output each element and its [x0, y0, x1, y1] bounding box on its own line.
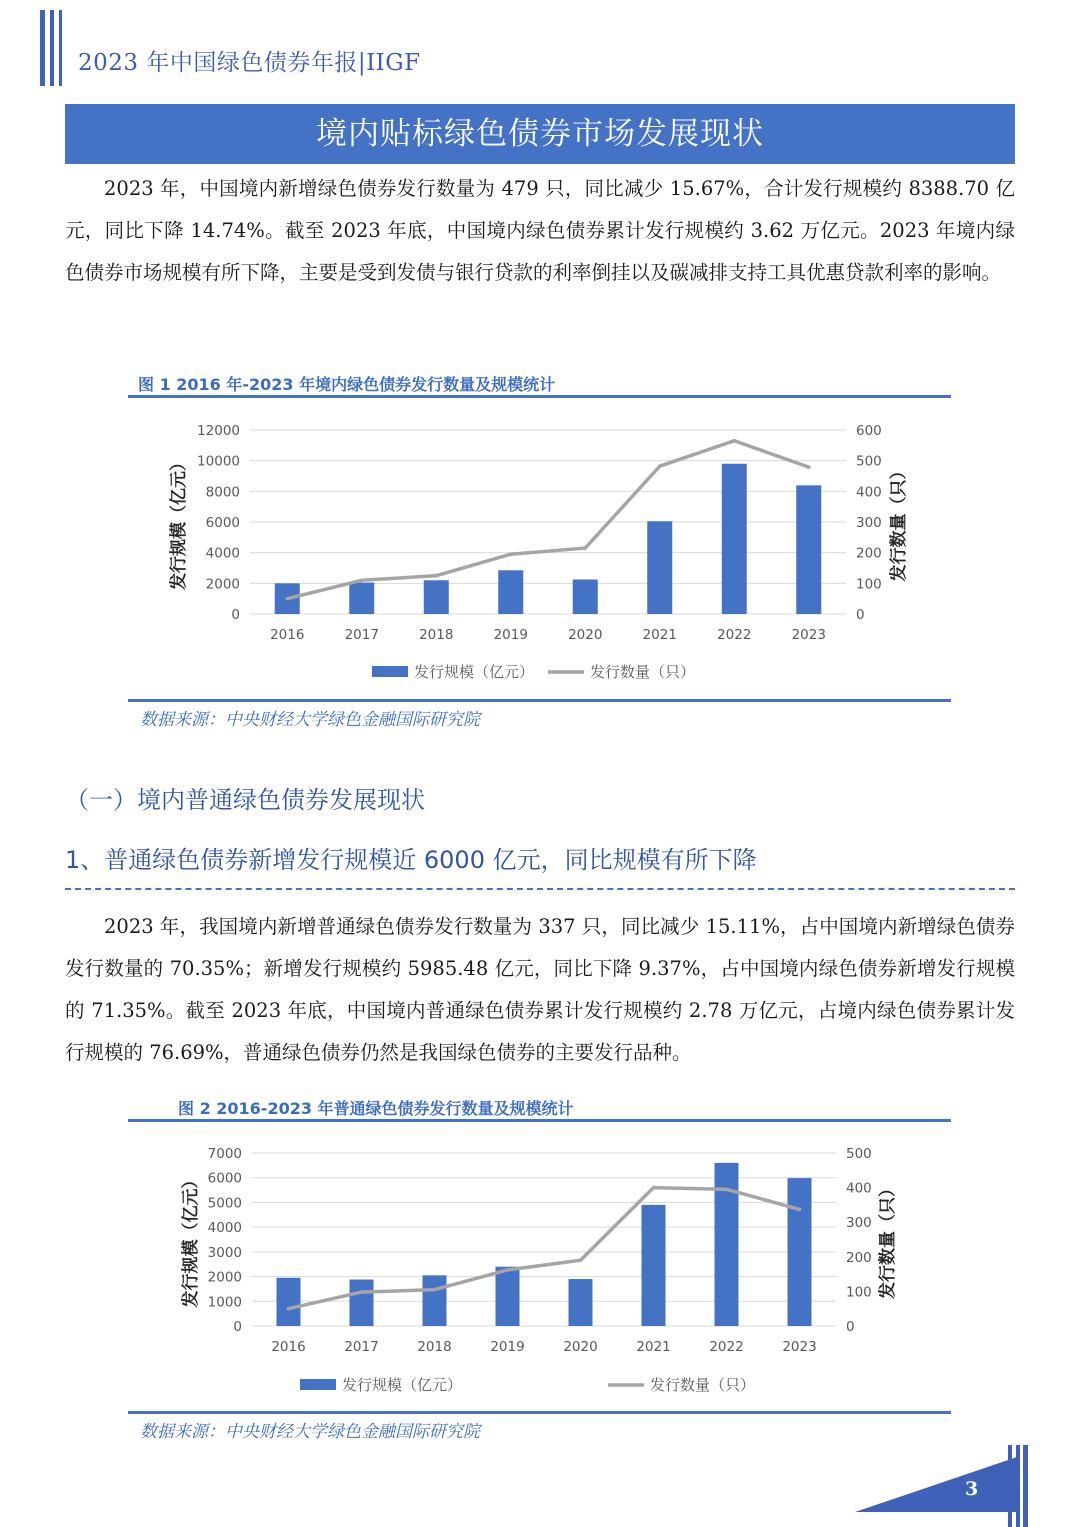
point1-heading: 1、普通绿色债券新增发行规模近 6000 亿元，同比规模有所下降 — [65, 846, 757, 874]
y-tick-label: 4000 — [205, 545, 240, 562]
line-point — [360, 578, 364, 582]
legend-line-label: 发行数量（只） — [590, 663, 696, 681]
section-title: 境内贴标绿色债券市场发展现状 — [65, 104, 1015, 164]
legend-line-label: 发行数量（只） — [650, 1376, 756, 1394]
y2-axis-label: 发行数量（只） — [889, 462, 909, 582]
bar — [788, 1178, 812, 1326]
y2-tick-label: 400 — [846, 1180, 872, 1197]
footer-triangle — [855, 1456, 1020, 1527]
y-tick-label: 0 — [233, 1319, 242, 1335]
heading-divider — [65, 888, 1015, 890]
bar — [715, 1163, 739, 1326]
y-tick-label: 0 — [231, 607, 240, 623]
paragraph-2 — [65, 906, 1015, 1074]
line-point — [725, 1188, 729, 1192]
x-tick-label: 2023 — [782, 1339, 817, 1355]
y2-tick-label: 0 — [856, 607, 865, 623]
line-point — [583, 546, 587, 550]
bar — [573, 580, 598, 615]
bar — [496, 1267, 520, 1326]
line-point — [506, 1268, 510, 1272]
y2-tick-label: 300 — [846, 1215, 872, 1232]
y-axis-label: 发行规模（亿元） — [181, 1171, 201, 1308]
intro-paragraph — [65, 168, 1015, 294]
figure2-top-rule — [128, 1119, 951, 1122]
page-number: 3 — [965, 1478, 979, 1500]
bar — [349, 583, 374, 614]
x-tick-label: 2019 — [490, 1339, 525, 1355]
figure2-source: 数据来源：中央财经大学绿色金融国际研究院 — [140, 1422, 480, 1442]
y-tick-label: 7000 — [207, 1146, 242, 1162]
bar — [277, 1278, 301, 1326]
x-tick-label: 2020 — [568, 627, 603, 643]
figure2-bottom-rule — [128, 1411, 951, 1414]
bar — [424, 580, 449, 614]
y2-tick-label: 600 — [856, 423, 882, 439]
paragraph-2-text: 2023 年，我国境内新增普通绿色债券发行数量为 337 只，同比减少 15.11%，占中国境内新增绿色债券发行数量的 70.35%；新增发行规模约 5985.48 亿元，同比下降 9.37%，占中国境内绿色债券新增发行规模的 71.35%。截至 2023 年底，中国境内普通绿色债券累计发行规模约 2.78 万亿元，占境内绿色债券累计发行规模的 76.69%，普通绿色债券仍然是我国绿色债券的主要发行品种。 — [65, 915, 1015, 1064]
x-tick-label: 2021 — [642, 627, 677, 643]
bar — [423, 1275, 447, 1326]
line-point — [285, 597, 289, 601]
line-point — [360, 1290, 364, 1294]
legend-bar-swatch — [372, 666, 408, 677]
x-tick-label: 2018 — [417, 1339, 452, 1355]
figure2-chart — [128, 1124, 951, 1410]
legend-bar-label: 发行规模（亿元） — [414, 663, 535, 681]
y-tick-label: 5000 — [207, 1195, 242, 1212]
legend-bar-swatch — [300, 1379, 336, 1390]
y-tick-label: 2000 — [205, 576, 240, 593]
figure1-bottom-rule — [128, 699, 951, 702]
y-tick-label: 1000 — [207, 1294, 242, 1311]
line-point — [433, 1288, 437, 1292]
figure1-top-rule — [128, 395, 951, 398]
x-tick-label: 2017 — [344, 627, 379, 643]
x-tick-label: 2020 — [563, 1339, 598, 1355]
bar — [498, 570, 523, 614]
x-tick-label: 2017 — [344, 1339, 379, 1355]
y-axis-label: 发行规模（亿元） — [169, 454, 189, 590]
x-tick-label: 2018 — [419, 627, 454, 643]
y2-axis-label: 发行数量（只） — [878, 1180, 898, 1299]
header-decoration — [40, 10, 70, 86]
y2-tick-label: 300 — [856, 515, 882, 531]
y-tick-label: 3000 — [207, 1244, 242, 1261]
y2-tick-label: 200 — [846, 1249, 872, 1266]
y2-tick-label: 0 — [846, 1319, 855, 1335]
running-title: 2023 年中国绿色债券年报|IIGF — [78, 50, 421, 76]
y2-tick-label: 400 — [856, 484, 882, 501]
x-tick-label: 2016 — [271, 1339, 306, 1355]
legend-bar-label: 发行规模（亿元） — [342, 1376, 463, 1394]
figure1-source: 数据来源：中央财经大学绿色金融国际研究院 — [140, 710, 480, 730]
line-point — [434, 574, 438, 578]
line-point — [509, 552, 513, 556]
x-tick-label: 2016 — [270, 627, 305, 643]
figure1-chart — [128, 400, 951, 698]
y-tick-label: 6000 — [207, 1170, 242, 1187]
bar — [569, 1279, 593, 1326]
y-tick-label: 4000 — [207, 1220, 242, 1237]
y-tick-label: 12000 — [197, 423, 240, 439]
y2-tick-label: 500 — [846, 1146, 872, 1162]
line-point — [798, 1208, 802, 1212]
x-tick-label: 2023 — [791, 627, 826, 643]
x-tick-label: 2019 — [493, 627, 528, 643]
line-point — [732, 439, 736, 443]
x-tick-label: 2022 — [709, 1339, 744, 1355]
y2-tick-label: 500 — [856, 453, 882, 470]
line-point — [287, 1307, 291, 1311]
line-point — [807, 465, 811, 469]
x-tick-label: 2022 — [717, 627, 752, 643]
bar — [350, 1280, 374, 1326]
line-point — [658, 464, 662, 468]
y2-tick-label: 200 — [856, 545, 882, 562]
footer-decoration — [1008, 1445, 1028, 1527]
y2-tick-label: 100 — [846, 1284, 872, 1301]
line-point — [652, 1186, 656, 1190]
bar — [647, 521, 672, 614]
bar — [642, 1205, 666, 1326]
intro-text: 2023 年，中国境内新增绿色债券发行数量为 479 只，同比减少 15.67%，合计发行规模约 8388.70 亿元，同比下降 14.74%。截至 2023 年底，中国境内绿色债券累计发行规模约 3.62 万亿元。2023 年境内绿色债券市场规模有所下降，主要是受到发债与银行贷款的利率倒挂以及碳减排支持工具优惠贷款利率的影响。 — [65, 177, 1015, 284]
y-tick-label: 8000 — [205, 484, 240, 501]
y-tick-label: 2000 — [207, 1269, 242, 1286]
figure2-caption: 图 2 2016-2023 年普通绿色债券发行数量及规模统计 — [178, 1099, 574, 1118]
figure1-caption: 图 1 2016 年-2023 年境内绿色债券发行数量及规模统计 — [138, 375, 556, 394]
x-tick-label: 2021 — [636, 1339, 671, 1355]
bar — [796, 485, 821, 614]
y-tick-label: 6000 — [205, 515, 240, 531]
y-tick-label: 10000 — [197, 453, 240, 470]
bar — [722, 464, 747, 614]
y2-tick-label: 100 — [856, 576, 882, 593]
line-point — [579, 1258, 583, 1262]
subsection-heading: （一）境内普通绿色债券发展现状 — [65, 786, 425, 814]
